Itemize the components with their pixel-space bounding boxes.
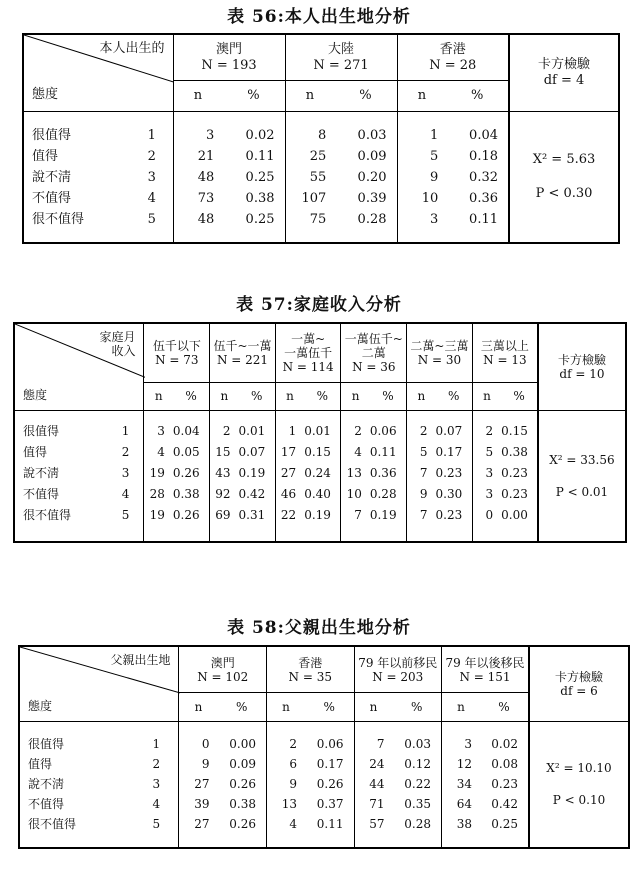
cell-proportion: 0.40	[304, 487, 331, 501]
cell-count: 19	[144, 505, 173, 526]
cell-count: 8	[285, 126, 334, 147]
group-n: N = 30	[417, 352, 462, 367]
cell-proportion: 0.02	[491, 736, 518, 751]
group-header	[285, 34, 397, 81]
cell-proportion: 0.36	[369, 466, 397, 480]
cell-count: 3	[144, 421, 173, 442]
attitude-code: 5	[147, 212, 156, 227]
attitude-code: 3	[121, 466, 130, 480]
group-header	[354, 646, 442, 693]
cell-proportion: 0.02	[245, 128, 275, 143]
cell-proportion: 0.11	[369, 445, 397, 459]
group-n: N = 221	[216, 352, 269, 367]
subheader-percent: %	[370, 382, 407, 411]
corner-row-label: 態度	[32, 87, 59, 102]
cell-proportion: 0.28	[369, 487, 397, 501]
cell-proportion: 0.42	[491, 796, 518, 811]
group-header	[144, 323, 210, 382]
cell-count: 43	[210, 463, 239, 484]
cell-proportion: 0.01	[238, 424, 266, 438]
cell-proportion: 0.38	[501, 445, 528, 459]
cell-count: 6	[266, 754, 305, 774]
attitude-label: 值得	[23, 445, 48, 459]
p-value: P < 0.01	[555, 484, 609, 499]
cell-proportion: 0.23	[501, 487, 528, 501]
attitude-code: 4	[121, 487, 130, 501]
cell-count: 7	[407, 505, 436, 526]
chi-square-value: X² = 5.63	[532, 151, 596, 167]
cell-count: 27	[179, 774, 218, 794]
attitude-code: 2	[152, 756, 161, 771]
subheader-n: n	[442, 693, 481, 722]
cell-count: 5	[407, 442, 436, 463]
group-name: 香港	[298, 655, 323, 670]
cell-count: 69	[210, 505, 239, 526]
group-n: N = 271	[313, 57, 369, 73]
cell-count: 12	[442, 754, 481, 774]
group-n: N = 193	[201, 57, 257, 73]
cell-proportion: 0.11	[316, 816, 344, 831]
table-row	[14, 505, 626, 526]
cell-proportion: 0.35	[404, 796, 431, 811]
attitude-label: 很不值得	[28, 816, 77, 831]
cell-count: 1	[397, 126, 446, 147]
corner-column-label: 本人出生的	[99, 41, 165, 56]
cell-count: 10	[341, 484, 370, 505]
cell-proportion: 0.12	[404, 756, 431, 771]
cell-proportion: 0.28	[357, 212, 387, 227]
subheader-n: n	[472, 382, 501, 411]
cell-proportion: 0.00	[229, 736, 256, 751]
cell-count: 21	[173, 147, 222, 168]
chi-square-value: X² = 10.10	[546, 761, 612, 776]
cell-proportion: 0.06	[369, 424, 397, 438]
cell-proportion: 0.25	[491, 816, 518, 831]
attitude-label: 很值得	[28, 736, 65, 751]
cell-proportion: 0.04	[172, 424, 200, 438]
group-name: 一萬伍千~ 二萬	[344, 331, 403, 360]
cell-proportion: 0.26	[316, 776, 344, 791]
subheader-percent: %	[305, 693, 354, 722]
attitude-label: 很不值得	[32, 212, 85, 227]
cell-proportion: 0.09	[229, 756, 256, 771]
subheader-n: n	[285, 81, 334, 112]
group-n: N = 203	[372, 669, 424, 684]
cell-proportion: 0.26	[229, 776, 256, 791]
cell-count: 73	[173, 189, 222, 210]
chi-square-header	[529, 646, 629, 722]
cell-proportion: 0.23	[435, 508, 463, 522]
cell-proportion: 0.23	[501, 466, 528, 480]
subheader-percent: %	[304, 382, 341, 411]
cell-count: 92	[210, 484, 239, 505]
group-name: 79 年以後移民	[445, 655, 525, 670]
cell-proportion: 0.01	[304, 424, 331, 438]
attitude-code: 3	[152, 776, 161, 791]
cell-proportion: 0.19	[369, 508, 397, 522]
group-name: 一萬~ 一萬伍千	[284, 331, 333, 360]
corner-header	[14, 323, 144, 411]
group-header	[407, 323, 473, 382]
attitude-code: 1	[121, 424, 130, 438]
cell-count: 9	[407, 484, 436, 505]
subheader-n: n	[397, 81, 446, 112]
cell-proportion: 0.18	[469, 149, 498, 164]
subheader-percent: %	[334, 81, 397, 112]
cell-proportion: 0.08	[491, 756, 518, 771]
corner-header	[19, 646, 179, 722]
subheader-n: n	[210, 382, 239, 411]
group-n: N = 114	[282, 359, 334, 374]
cell-count: 4	[266, 814, 305, 834]
group-header	[173, 34, 285, 81]
cell-proportion: 0.05	[172, 445, 200, 459]
cell-count: 71	[354, 794, 393, 814]
cell-proportion: 0.19	[304, 508, 331, 522]
cell-count: 22	[275, 505, 304, 526]
group-n: N = 28	[429, 57, 477, 73]
group-header	[266, 646, 354, 693]
chi-square-value: X² = 33.56	[549, 452, 615, 467]
cell-proportion: 0.31	[238, 508, 266, 522]
attitude-code: 2	[147, 149, 156, 164]
cell-proportion: 0.37	[316, 796, 344, 811]
degrees-of-freedom: df = 10	[559, 367, 605, 381]
cell-count: 2	[341, 421, 370, 442]
cell-proportion: 0.06	[316, 736, 344, 751]
cell-count: 64	[442, 794, 481, 814]
cell-count: 1	[275, 421, 304, 442]
table-56-title: 表 56:本人出生地分析	[227, 7, 411, 27]
chi-square-header	[538, 323, 626, 411]
group-n: N = 73	[155, 352, 199, 367]
group-header	[442, 646, 530, 693]
cell-count: 5	[397, 147, 446, 168]
table-row	[14, 421, 626, 442]
cell-count: 10	[397, 189, 446, 210]
cell-count: 9	[266, 774, 305, 794]
attitude-code: 2	[121, 445, 130, 459]
cell-count: 5	[472, 442, 501, 463]
group-name: 澳門	[210, 655, 235, 670]
cell-proportion: 0.04	[469, 128, 498, 143]
group-header	[341, 323, 407, 382]
group-n: N = 13	[483, 352, 527, 367]
chi-square-result	[509, 112, 619, 243]
p-value: P < 0.30	[535, 185, 593, 201]
group-n: N = 35	[288, 669, 332, 684]
cell-count: 55	[285, 168, 334, 189]
cell-count: 44	[354, 774, 393, 794]
subheader-n: n	[341, 382, 370, 411]
cell-count: 39	[179, 794, 218, 814]
cell-count: 3	[173, 126, 222, 147]
corner-column-label: 父親出生地	[110, 653, 171, 667]
degrees-of-freedom: df = 6	[560, 684, 598, 698]
cell-count: 27	[275, 463, 304, 484]
subheader-n: n	[179, 693, 218, 722]
group-n: N = 151	[459, 669, 511, 684]
attitude-label: 說不淸	[32, 170, 72, 185]
cell-proportion: 0.26	[172, 508, 200, 522]
attitude-label: 不值得	[23, 487, 60, 501]
subheader-percent: %	[446, 81, 509, 112]
subheader-percent: %	[173, 382, 210, 411]
attitude-label: 說不淸	[28, 776, 65, 791]
attitude-label: 不值得	[28, 796, 65, 811]
cell-proportion: 0.11	[469, 212, 498, 227]
cell-proportion: 0.03	[404, 736, 431, 751]
attitude-label: 值得	[32, 149, 59, 164]
group-name: 大陸	[327, 41, 354, 57]
subheader-n: n	[407, 382, 436, 411]
cell-count: 25	[285, 147, 334, 168]
corner-row-label: 態度	[23, 388, 48, 402]
cell-proportion: 0.23	[435, 466, 463, 480]
attitude-label: 很不值得	[23, 508, 72, 522]
cell-count: 15	[210, 442, 239, 463]
cell-count: 2	[472, 421, 501, 442]
cell-proportion: 0.20	[357, 170, 387, 185]
cell-count: 13	[266, 794, 305, 814]
attitude-label: 說不淸	[23, 466, 60, 480]
degrees-of-freedom: df = 4	[543, 73, 585, 88]
attitude-code: 4	[147, 191, 156, 206]
group-header	[275, 323, 341, 382]
cell-proportion: 0.38	[172, 487, 200, 501]
group-header	[179, 646, 267, 693]
cell-proportion: 0.25	[245, 212, 275, 227]
attitude-code: 3	[147, 170, 156, 185]
cell-count: 38	[442, 814, 481, 834]
table-row	[14, 463, 626, 484]
cell-proportion: 0.42	[238, 487, 266, 501]
cell-proportion: 0.22	[404, 776, 431, 791]
cell-count: 9	[397, 168, 446, 189]
subheader-percent: %	[239, 382, 276, 411]
chi-square-header	[509, 34, 619, 112]
group-n: N = 102	[197, 669, 249, 684]
cell-proportion: 0.39	[357, 191, 387, 206]
chi-square-title: 卡方檢驗	[557, 353, 606, 367]
cell-proportion: 0.07	[238, 445, 266, 459]
attitude-code: 5	[152, 816, 161, 831]
table-row	[14, 484, 626, 505]
cell-count: 27	[179, 814, 218, 834]
cell-count: 9	[179, 754, 218, 774]
cell-proportion: 0.32	[469, 170, 498, 185]
cell-count: 4	[144, 442, 173, 463]
cell-proportion: 0.38	[245, 191, 275, 206]
cell-proportion: 0.38	[229, 796, 256, 811]
group-name: 79 年以前移民	[358, 655, 438, 670]
subheader-n: n	[173, 81, 222, 112]
cell-count: 107	[285, 189, 334, 210]
cell-count: 2	[407, 421, 436, 442]
group-name: 伍千以下	[152, 338, 201, 353]
cell-proportion: 0.03	[357, 128, 387, 143]
cell-count: 57	[354, 814, 393, 834]
attitude-code: 1	[152, 736, 161, 751]
cell-count: 19	[144, 463, 173, 484]
table-58-title: 表 58:父親出生地分析	[227, 618, 411, 638]
group-name: 三萬以上	[480, 338, 529, 353]
cell-count: 7	[341, 505, 370, 526]
attitude-label: 值得	[28, 756, 53, 771]
cell-count: 3	[442, 734, 481, 754]
cell-count: 3	[472, 463, 501, 484]
cell-count: 3	[472, 484, 501, 505]
corner-column-label: 家庭月 收入	[99, 330, 136, 358]
cell-count: 46	[275, 484, 304, 505]
cell-count: 7	[354, 734, 393, 754]
cell-proportion: 0.15	[501, 424, 528, 438]
cell-count: 75	[285, 210, 334, 231]
cell-proportion: 0.36	[469, 191, 498, 206]
cell-proportion: 0.07	[435, 424, 463, 438]
cell-count: 34	[442, 774, 481, 794]
cell-count: 4	[341, 442, 370, 463]
group-name: 伍千~一萬	[213, 338, 272, 353]
subheader-percent: %	[436, 382, 473, 411]
table-row	[14, 442, 626, 463]
p-value: P < 0.10	[552, 793, 606, 808]
cell-count: 48	[173, 210, 222, 231]
cell-proportion: 0.11	[245, 149, 275, 164]
attitude-label: 很值得	[23, 424, 60, 438]
cell-proportion: 0.28	[404, 816, 431, 831]
group-header	[397, 34, 509, 81]
cell-proportion: 0.17	[435, 445, 463, 459]
chi-square-title: 卡方檢驗	[554, 670, 603, 684]
cell-count: 17	[275, 442, 304, 463]
cell-count: 3	[397, 210, 446, 231]
attitude-label: 不值得	[32, 191, 72, 206]
corner-header	[23, 34, 173, 112]
attitude-code: 5	[121, 508, 130, 522]
cell-proportion: 0.30	[435, 487, 463, 501]
corner-row-label: 態度	[28, 699, 53, 713]
subheader-percent: %	[501, 382, 538, 411]
cell-count: 2	[210, 421, 239, 442]
subheader-n: n	[275, 382, 304, 411]
cell-proportion: 0.25	[245, 170, 275, 185]
group-n: N = 36	[352, 359, 396, 374]
attitude-label: 很值得	[32, 128, 72, 143]
cell-proportion: 0.23	[491, 776, 518, 791]
cell-proportion: 0.15	[304, 445, 331, 459]
cell-proportion: 0.00	[501, 508, 528, 522]
cell-count: 48	[173, 168, 222, 189]
subheader-percent: %	[480, 693, 529, 722]
chi-square-result	[529, 722, 629, 848]
cell-count: 0	[472, 505, 501, 526]
subheader-n: n	[144, 382, 173, 411]
subheader-percent: %	[217, 693, 266, 722]
cell-count: 13	[341, 463, 370, 484]
group-name: 澳門	[215, 41, 242, 57]
table-57-title: 表 57:家庭收入分析	[236, 295, 402, 315]
cell-proportion: 0.26	[172, 466, 200, 480]
chi-square-result	[538, 411, 626, 542]
cell-proportion: 0.19	[238, 466, 266, 480]
subheader-percent: %	[222, 81, 285, 112]
cell-count: 28	[144, 484, 173, 505]
group-name: 二萬~三萬	[410, 338, 469, 353]
cell-proportion: 0.17	[316, 756, 344, 771]
cell-count: 24	[354, 754, 393, 774]
subheader-n: n	[354, 693, 393, 722]
group-header	[472, 323, 538, 382]
subheader-n: n	[266, 693, 305, 722]
cell-count: 0	[179, 734, 218, 754]
cell-count: 2	[266, 734, 305, 754]
group-name: 香港	[439, 41, 466, 57]
group-header	[210, 323, 276, 382]
cell-proportion: 0.26	[229, 816, 256, 831]
cell-proportion: 0.24	[304, 466, 331, 480]
attitude-code: 1	[147, 128, 156, 143]
subheader-percent: %	[393, 693, 442, 722]
chi-square-title: 卡方檢驗	[537, 57, 590, 72]
cell-count: 7	[407, 463, 436, 484]
cell-proportion: 0.09	[357, 149, 387, 164]
attitude-code: 4	[152, 796, 161, 811]
